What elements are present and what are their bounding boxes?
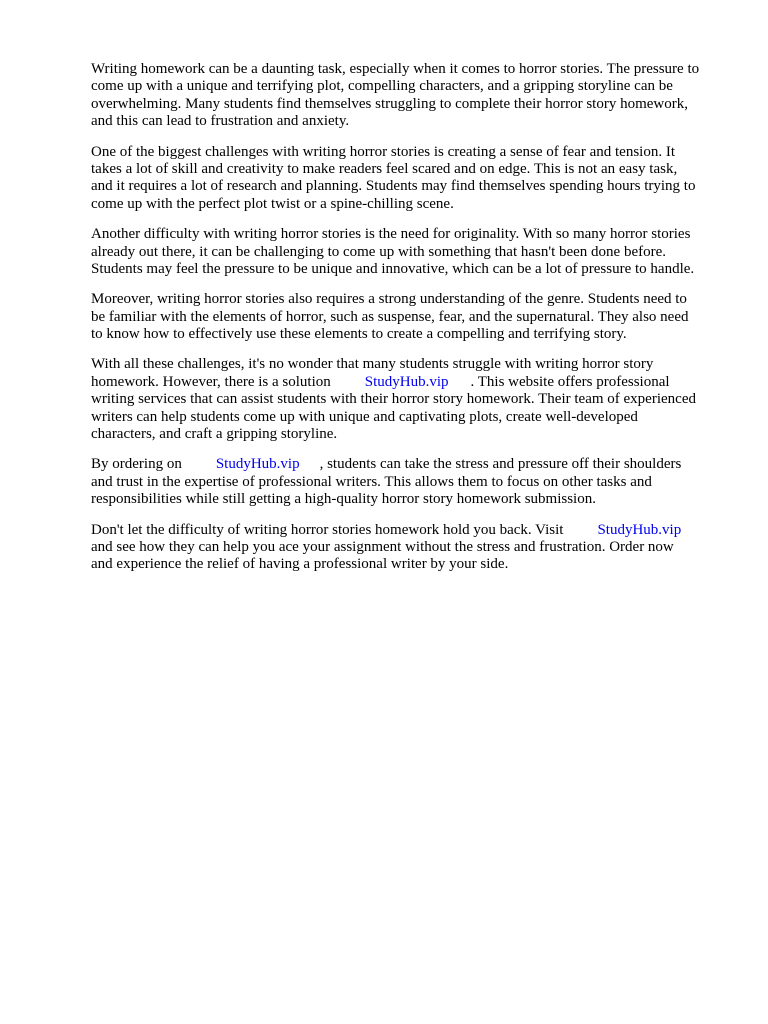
text-line: and experience the relief of having a professional writer by your side. — [91, 556, 509, 573]
studyhub-link[interactable]: StudyHub.vip — [215, 456, 300, 473]
paragraph-challenges — [91, 144, 721, 214]
text-segment: By ordering on — [91, 456, 182, 473]
text-segment: . This website offers professional — [470, 373, 670, 390]
text-line: One of the biggest challenges with writing horror stories is creating a sense of fear and tension. It — [91, 143, 675, 160]
text-line: and it requires a lot of research and planning. Students may find themselves spending hours trying to — [91, 178, 696, 195]
studyhub-link[interactable]: StudyHub.vip — [597, 521, 682, 538]
studyhub-link[interactable]: StudyHub.vip — [364, 373, 449, 390]
text-line: to know how to effectively use these elements to create a compelling and terrifying story. — [91, 326, 627, 343]
document-page — [91, 61, 721, 587]
text-line: characters, and craft a gripping storyline. — [91, 426, 338, 443]
text-line: Students may feel the pressure to be unique and innovative, which can be a lot of pressure to handle. — [91, 260, 695, 277]
paragraph-closing — [91, 522, 721, 574]
text-line: come up with the perfect plot twist or a spine-chilling scene. — [91, 195, 454, 212]
text-segment: Don't let the difficulty of writing horror stories homework hold you back. Visit — [91, 521, 564, 538]
text-line: writers can help students come up with unique and captivating plots, create well-developed — [91, 408, 638, 425]
text-line: and trust in the expertise of professional writers. This allows them to focus on other tasks and — [91, 473, 652, 490]
text-line: With all these challenges, it's no wonder that many students struggle with writing horror story — [91, 356, 654, 373]
text-line: already out there, it can be challenging to come up with something that hasn't been done before. — [91, 243, 667, 260]
text-line: Writing homework can be a daunting task, especially when it comes to horror stories. The pressure to — [91, 61, 700, 77]
text-line: and see how they can help you ace your assignment without the stress and frustration. Order now — [91, 538, 674, 555]
text-line — [91, 522, 721, 539]
text-line: overwhelming. Many students find themselves struggling to complete their horror story homework, — [91, 95, 688, 112]
paragraph-genre — [91, 291, 721, 343]
text-line — [91, 456, 721, 473]
text-segment: homework. However, there is a solution — [91, 373, 331, 390]
paragraph-intro — [91, 61, 721, 131]
text-line: come up with a unique and terrifying plot, compelling characters, and a gripping storyline can be — [91, 78, 673, 95]
text-segment: , students can take the stress and pressure off their shoulders — [319, 456, 682, 473]
text-line: takes a lot of skill and creativity to make readers feel scared and on edge. This is not an easy task, — [91, 160, 678, 177]
text-line: responsibilities while still getting a high-quality horror story homework submission. — [91, 491, 596, 508]
text-line: be familiar with the elements of horror, such as suspense, fear, and the supernatural. They also need — [91, 308, 689, 325]
paragraph-ordering — [91, 456, 721, 508]
text-line — [91, 374, 721, 391]
paragraph-originality — [91, 226, 721, 278]
text-line: writing services that can assist students with their horror story homework. Their team of experienced — [91, 391, 696, 408]
paragraph-solution — [91, 356, 721, 443]
text-line: Another difficulty with writing horror stories is the need for originality. With so many horror stories — [91, 226, 691, 243]
text-line: Moreover, writing horror stories also requires a strong understanding of the genre. Students need to — [91, 291, 687, 308]
text-line: and this can lead to frustration and anxiety. — [91, 113, 350, 130]
